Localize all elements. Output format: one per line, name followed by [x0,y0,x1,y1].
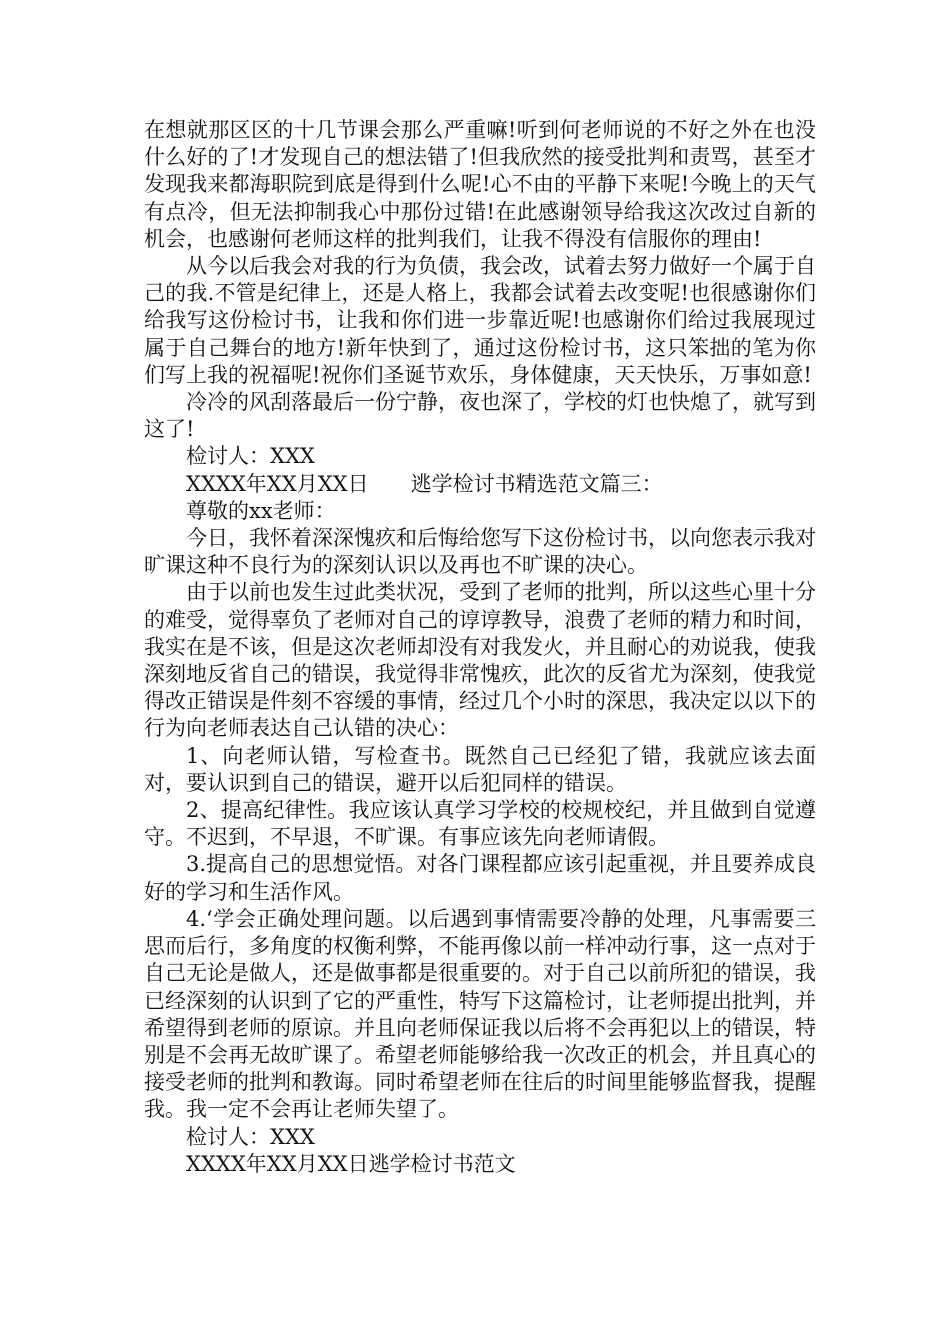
paragraph-closing: 冷冷的风刮落最后一份宁静，夜也深了，学校的灯也快熄了，就写到这了! [144,390,816,442]
paragraph-reflection: 由于以前也发生过此类状况，受到了老师的批判，所以这些心里十分的难受，觉得辜负了老师对自己的谆谆教导，浪费了老师的精力和时间，我实在是不该，但是这次老师却没有对我发火，并且耐心的劝说我，使我深刻地反省自己的错误，我觉得非常愧疚，此次的反省尤为深刻，使我觉得改正错误是件刻不容缓的事情，经过几个小时的深思，我决定以以下的行为向老师表达自己认错的决心： [144,580,816,741]
salutation: 尊敬的xx老师： [186,498,336,523]
list-item-4: 4.‘学会正确处理问题。以后遇到事情需要冷静的处理，凡事需要三思而后行，多角度的权衡利弊，不能再像以前一样冲动行事，这一点对于自己无论是做人，还是做事都是很重要的。对于自己以前所犯的错误，我已经深刻的认识到了它的严重性，特写下这篇检讨，让老师提出批判，并希望得到老师的原谅。并且向老师保证我以后将不会再犯以上的错误，特别是不会再无故旷课了。希望老师能够给我一次改正的机会，并且真心的接受老师的批判和教诲。同时希望老师在往后的时间里能够监督我，提醒我。我一定不会再让老师失望了。 [144,906,816,1122]
list-item-3: 3.提高自己的思想觉悟。对各门课程都应该引起重视，并且要养成良好的学习和生活作风。 [144,852,816,904]
paragraph-continuation: 在想就那区区的十几节课会那么严重嘛!听到何老师说的不好之外在也没什么好的了!才发现自己的想法错了!但我欣然的接受批判和责骂，甚至才发现我来都海职院到底是得到什么呢!心不由的平静下来呢!今晚上的天气有点冷，但无法抑制我心中那份过错!在此感谢领导给我这次改过自新的机会，也感谢何老师这样的批判我们，让我不得没有信服你的理由! [144,118,816,251]
list-item-2: 2、提高纪律性。我应该认真学习学校的校规校纪，并且做到自觉遵守。不迟到，不早退，不旷课。有事应该先向老师请假。 [144,798,816,850]
paragraph-intro: 今日，我怀着深深愧疚和后悔给您写下这份检讨书，以向您表示我对旷课这种不良行为的深刻认识以及再也不旷课的决心。 [144,526,816,578]
signature-line: 检讨人：XXX [186,444,315,469]
document-body [144,117,816,1178]
list-item-1: 1、向老师认错，写检查书。既然自己已经犯了错，我就应该去面对，要认识到自己的错误，避开以后犯同样的错误。 [144,743,816,795]
signature-line: 检讨人：XXX [186,1124,315,1149]
date-and-section-title: XXXX年XX月XX日 逃学检讨书精选范文篇三： [186,471,663,496]
date-and-next-title: XXXX年XX月XX日逃学检讨书范文 [186,1151,516,1176]
paragraph-promise: 从今以后我会对我的行为负债，我会改，试着去努力做好一个属于自己的我.不管是纪律上，还是人格上，我都会试着去改变呢!也很感谢你们给我写这份检讨书，让我和你们进一步靠近呢!也感谢你们给过我展现过属于自己舞台的地方!新年快到了，通过这份检讨书，这只笨拙的笔为你们写上我的祝福呢!祝你们圣诞节欢乐，身体健康，天天快乐，万事如意! [144,254,816,387]
